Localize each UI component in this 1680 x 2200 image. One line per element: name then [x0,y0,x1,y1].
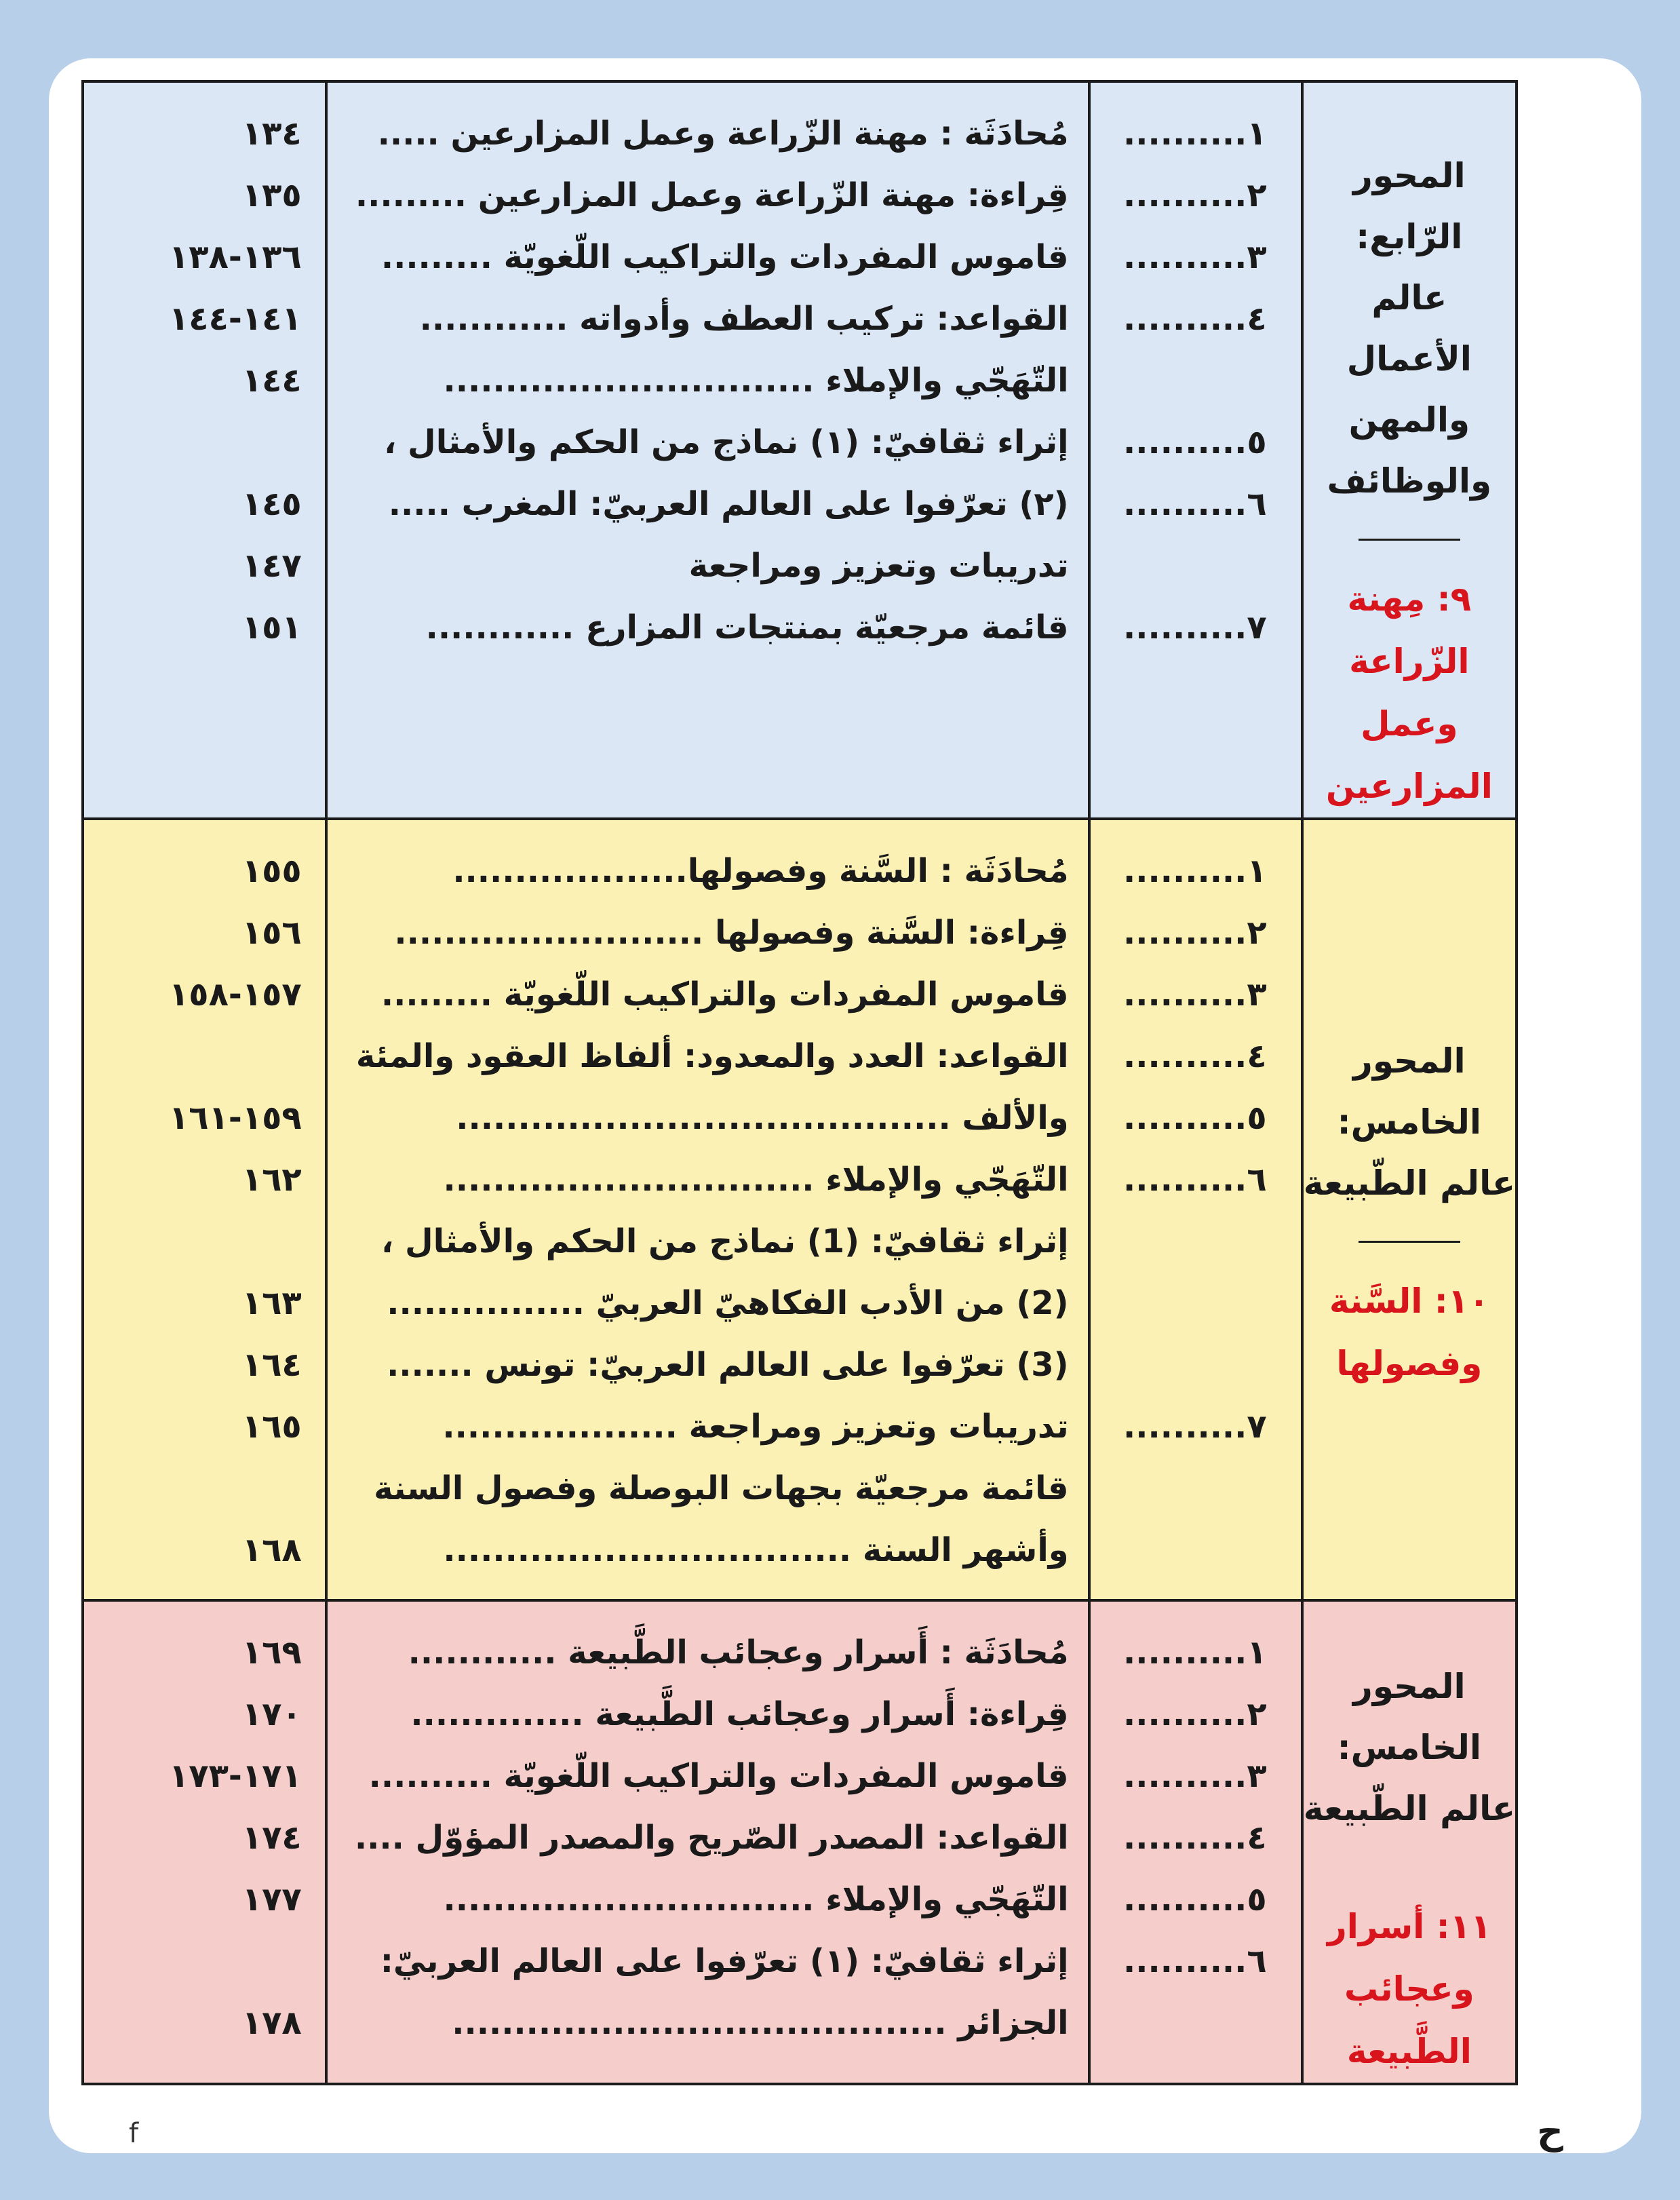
toc-entry-link[interactable]: (2) من الأدب الفكاهيّ العربيّ ................ [387,1284,1069,1322]
item-number [1091,1992,1301,2054]
item-number: ١.......... [1123,1634,1267,1672]
page-number: ١٦٩ [241,1634,302,1672]
item-number: ٤.......... [1123,1037,1267,1075]
toc-entry-link[interactable]: التّهَجّي والإملاء .............................. [443,362,1069,400]
page-footer-letter: ح [1537,2110,1563,2153]
toc-entry-link[interactable]: إثراء ثقافيّ: (1) نماذج من الحكم والأمثال ، [381,1222,1069,1260]
toc-entry-link[interactable]: مُحادَثَة : مهنة الزّراعة وعمل المزارعين ..... [377,115,1069,153]
item-number: ٣.......... [1123,238,1267,276]
toc-entry-link[interactable]: التّهَجّي والإملاء .............................. [443,1161,1069,1199]
item-number: ٧.......... [1123,1408,1267,1446]
item-number: ٤.......... [1123,1819,1267,1857]
item-number [1091,1273,1301,1334]
toc-entry-link[interactable]: مُحادَثَة : أَسرار وعجائب الطَّبيعة ............ [408,1634,1069,1672]
pillar-title-line: عالم الطّبيعة [1303,1789,1515,1828]
item-title-column [326,81,1089,819]
toc-entry-link[interactable]: مُحادَثَة : السَّنة وفصولها................... [452,852,1069,890]
toc-entry-link[interactable]: (٢) تعرّفوا على العالم العربيّ: المغرب ..... [388,485,1069,523]
toc-entry-link[interactable]: (3) تعرّفوا على العالم العربيّ: تونس ....... [387,1346,1069,1384]
toc-entry-link[interactable]: إثراء ثقافيّ: (١) تعرّفوا على العالم العربيّ: [380,1942,1069,1980]
page-number: ١٦٥ [241,1408,302,1446]
item-title-column [326,819,1089,1600]
toc-entry-link[interactable]: قاموس المفردات والتراكيب اللّغويّة ......... [380,238,1069,276]
toc-entry-link[interactable]: تدريبات وتعزيز ومراجعة [688,547,1069,585]
item-number: ٦.......... [1123,1161,1267,1199]
pillar-title-line: المحور الخامس: [1337,1667,1482,1767]
page-number [84,1211,325,1273]
page-number: ١٤١-١٤٤ [168,300,302,338]
page-number: ١٦٨ [241,1531,302,1569]
page-number: ١٧٤ [241,1819,302,1857]
page-number: ١٤٥ [241,485,302,523]
pillar-title-line: والوظائف [1327,461,1492,501]
page-number: ١٦٢ [241,1161,302,1199]
page-number: ١٧٨ [241,2004,302,2042]
page-number: ١٤٤ [241,362,302,400]
toc-entry-link[interactable]: تدريبات وتعزيز ومراجعة ................... [442,1408,1069,1446]
unit-cell [1302,81,1517,819]
item-number [1091,350,1301,412]
toc-entry-link[interactable]: القواعد: العدد والمعدود: ألفاظ العقود والمئة [355,1037,1069,1075]
item-number: ٦.......... [1123,1942,1267,1980]
pillar-title-line: المحور الرّابع: [1353,156,1466,256]
page-number: ١٤٧ [241,547,302,585]
toc-entry-link[interactable]: قاموس المفردات والتراكيب اللّغويّة .......... [368,1757,1069,1795]
item-number: ٣.......... [1123,976,1267,1014]
divider [1359,539,1460,541]
page-number: ١٧١-١٧٣ [168,1757,302,1795]
contents-table [81,80,1518,2085]
toc-entry-link[interactable]: وأشهر السنة ................................. [443,1531,1069,1569]
pillar-title-line: المحور الخامس: [1337,1041,1482,1142]
item-number: ٥.......... [1123,1880,1267,1918]
lesson-title-line: الطَّبيعة [1346,2032,1472,2071]
page-number: ١٥١ [241,609,302,647]
toc-entry-link[interactable]: قِراءة: أَسرار وعجائب الطَّبيعة .............. [410,1695,1069,1733]
unit-cell [1302,819,1517,1600]
section-row-pillar-5-lesson-11 [83,1600,1517,2084]
toc-entry-link[interactable]: التّهَجّي والإملاء .............................. [443,1880,1069,1918]
lesson-title-line: وعمل المزارعين [1325,704,1493,806]
page-number-column [83,819,326,1600]
page-number [84,1026,325,1087]
item-number [1091,1520,1301,1581]
divider [1359,1241,1460,1243]
page-number: ١٥٩-١٦١ [168,1099,302,1137]
page-number [84,1931,325,1992]
item-number [1091,1458,1301,1520]
item-number: ٥.......... [1123,1099,1267,1137]
toc-entry-link[interactable]: إثراء ثقافيّ: (١) نماذج من الحكم والأمثال ، [384,423,1069,461]
toc-entry-link[interactable]: القواعد: تركيب العطف وأدواته ............ [419,300,1069,338]
item-number-column [1089,1600,1302,2084]
toc-entry-link[interactable]: والألف ........................................ [456,1099,1069,1137]
page-number: ١٥٦ [241,914,302,952]
unit-cell [1302,1600,1517,2084]
page-number: ١٧٠ [241,1695,302,1733]
item-number: ٢.......... [1123,914,1267,952]
item-number-column [1089,819,1302,1600]
page-footer-mark: f [129,2118,139,2149]
pillar-title-line: عالم الأعمال والمهن [1346,278,1472,440]
page-number [84,1458,325,1520]
page-number: ١٣٥ [241,176,302,214]
section-row-pillar-5-lesson-10 [83,819,1517,1600]
item-number: ٢.......... [1123,176,1267,214]
lesson-title-line: ٩: مِهنة الزّراعة [1347,579,1472,681]
item-number [1091,535,1301,597]
toc-entry-link[interactable]: قائمة مرجعيّة بجهات البوصلة وفصول السنة [374,1469,1069,1507]
toc-entry-link[interactable]: القواعد: المصدر الصّريح والمصدر المؤوّل .... [354,1819,1069,1857]
item-number: ٢.......... [1123,1695,1267,1733]
item-title-column [326,1600,1089,2084]
item-number [1091,1211,1301,1273]
toc-entry-link[interactable]: الجزائر ........................................ [452,2004,1069,2042]
page-number: ١٣٦-١٣٨ [168,238,302,276]
lesson-title-line: ١٠: السَّنة وفصولها [1329,1281,1489,1383]
item-number: ١.......... [1123,115,1267,153]
pillar-title-line: عالم الطّبيعة [1303,1163,1515,1203]
page-number-column [83,1600,326,2084]
page-number: ١٣٤ [241,115,302,153]
page-number: ١٦٤ [241,1346,302,1384]
item-number: ١.......... [1123,852,1267,890]
item-number: ٣.......... [1123,1757,1267,1795]
item-number: ٧.......... [1123,609,1267,647]
item-number: ٥.......... [1123,423,1267,461]
page-number [84,412,325,474]
page-number-column [83,81,326,819]
page-number: ١٧٧ [241,1880,302,1918]
page-number: ١٥٥ [241,852,302,890]
item-number-column [1089,81,1302,819]
toc-entry-link[interactable]: قِراءة: السَّنة وفصولها ......................... [394,914,1069,952]
toc-entry-link[interactable]: قِراءة: مهنة الزّراعة وعمل المزارعين ......... [355,176,1069,214]
lesson-title-line: ١١: أسرار وعجائب [1327,1907,1491,2009]
toc-entry-link[interactable]: قائمة مرجعيّة بمنتجات المزارع ............ [425,609,1069,647]
item-number [1091,1334,1301,1396]
item-number: ٦.......... [1123,485,1267,523]
item-number: ٤.......... [1123,300,1267,338]
section-row-pillar-4 [83,81,1517,819]
page-number: ١٥٧-١٥٨ [168,976,302,1014]
page-number: ١٦٣ [241,1284,302,1322]
divider [1359,1866,1460,1868]
toc-entry-link[interactable]: قاموس المفردات والتراكيب اللّغويّة ......... [380,976,1069,1014]
